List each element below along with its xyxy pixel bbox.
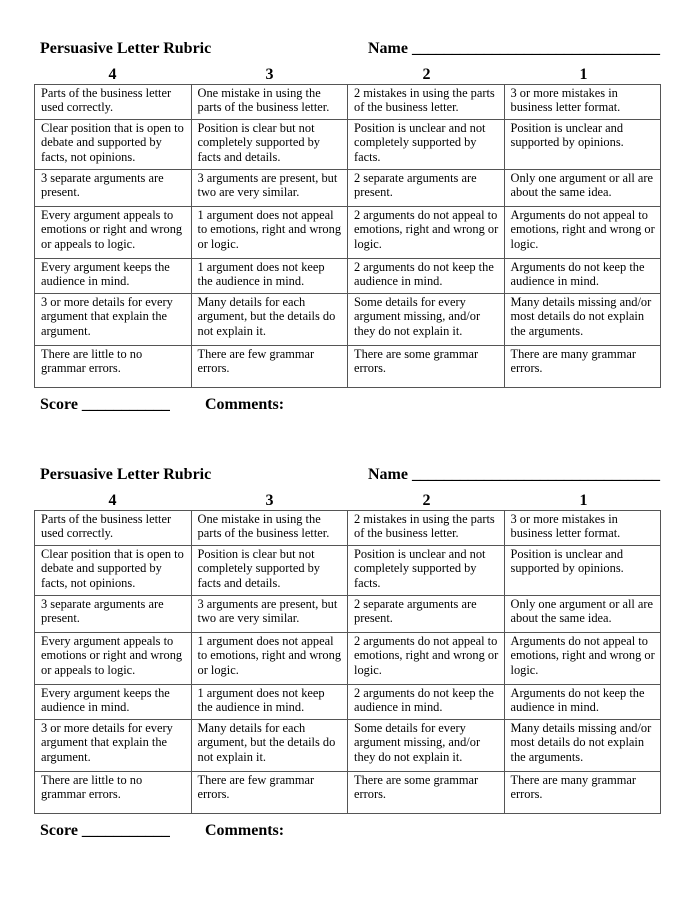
table-cell: 2 separate arguments are present. bbox=[348, 170, 505, 207]
table-cell: There are many grammar errors. bbox=[504, 771, 661, 813]
table-cell: 1 argument does not appeal to emotions, right and wrong or logic. bbox=[191, 207, 348, 259]
rubric-title: Persuasive Letter Rubric bbox=[40, 466, 212, 483]
table-row bbox=[35, 170, 661, 207]
table-cell: Every argument keeps the audience in mind. bbox=[35, 685, 192, 720]
name-field: Name _______________________________ bbox=[368, 466, 660, 483]
header-4: 4 bbox=[108, 492, 117, 509]
table-cell: 1 argument does not keep the audience in mind. bbox=[191, 685, 348, 720]
table-cell: Clear position that is open to debate and supported by facts, not opinions. bbox=[35, 120, 192, 170]
title-row bbox=[40, 466, 660, 488]
table-cell: 2 mistakes in using the parts of the business letter. bbox=[348, 85, 505, 120]
score-field: Score ___________ bbox=[40, 396, 170, 413]
table-cell: There are little to no grammar errors. bbox=[35, 345, 192, 387]
table-cell: Every argument keeps the audience in mind. bbox=[35, 259, 192, 294]
table-cell: Position is unclear and supported by opinions. bbox=[504, 120, 661, 170]
table-cell: Position is unclear and not completely supported by facts. bbox=[348, 546, 505, 596]
table-cell: Every argument appeals to emotions or right and wrong or appeals to logic. bbox=[35, 633, 192, 685]
table-cell: Many details missing and/or most details do not explain the arguments. bbox=[504, 293, 661, 345]
score-headers bbox=[34, 66, 662, 84]
table-row bbox=[35, 546, 661, 596]
header-4: 4 bbox=[108, 66, 117, 83]
table-cell: Some details for every argument missing, and/or they do not explain it. bbox=[348, 719, 505, 771]
table-cell: 2 arguments do not keep the audience in mind. bbox=[348, 685, 505, 720]
table-cell: 2 arguments do not keep the audience in mind. bbox=[348, 259, 505, 294]
table-cell: 2 mistakes in using the parts of the business letter. bbox=[348, 511, 505, 546]
table-cell: Only one argument or all are about the same idea. bbox=[504, 170, 661, 207]
header-1: 1 bbox=[579, 492, 588, 509]
table-cell: 3 or more mistakes in business letter format. bbox=[504, 85, 661, 120]
score-row bbox=[40, 822, 440, 842]
table-cell: 3 arguments are present, but two are very similar. bbox=[191, 170, 348, 207]
table-cell: Many details for each argument, but the details do not explain it. bbox=[191, 719, 348, 771]
table-cell: There are few grammar errors. bbox=[191, 345, 348, 387]
header-3: 3 bbox=[265, 492, 274, 509]
score-row bbox=[40, 396, 440, 416]
table-cell: 2 arguments do not appeal to emotions, right and wrong or logic. bbox=[348, 633, 505, 685]
table-cell: 3 or more details for every argument that explain the argument. bbox=[35, 719, 192, 771]
table-row bbox=[35, 207, 661, 259]
title-row bbox=[40, 40, 660, 62]
score-headers bbox=[34, 492, 662, 510]
table-cell: Parts of the business letter used correctly. bbox=[35, 511, 192, 546]
table-cell: Every argument appeals to emotions or right and wrong or appeals to logic. bbox=[35, 207, 192, 259]
table-cell: Arguments do not keep the audience in mind. bbox=[504, 259, 661, 294]
table-row bbox=[35, 685, 661, 720]
table-cell: There are little to no grammar errors. bbox=[35, 771, 192, 813]
comments-label: Comments: bbox=[205, 822, 285, 839]
table-cell: Arguments do not keep the audience in mind. bbox=[504, 685, 661, 720]
table-row bbox=[35, 345, 661, 387]
table-cell: 3 arguments are present, but two are very similar. bbox=[191, 596, 348, 633]
table-cell: Position is clear but not completely supported by facts and details. bbox=[191, 546, 348, 596]
table-cell: Only one argument or all are about the same idea. bbox=[504, 596, 661, 633]
rubric-table bbox=[34, 84, 661, 388]
table-cell: Parts of the business letter used correctly. bbox=[35, 85, 192, 120]
table-cell: Position is clear but not completely supported by facts and details. bbox=[191, 120, 348, 170]
table-cell: There are some grammar errors. bbox=[348, 345, 505, 387]
table-cell: Many details for each argument, but the details do not explain it. bbox=[191, 293, 348, 345]
table-row bbox=[35, 259, 661, 294]
table-cell: Arguments do not appeal to emotions, right and wrong or logic. bbox=[504, 633, 661, 685]
comments-label: Comments: bbox=[205, 396, 285, 413]
table-row bbox=[35, 511, 661, 546]
table-cell: 3 separate arguments are present. bbox=[35, 596, 192, 633]
table-cell: Some details for every argument missing, and/or they do not explain it. bbox=[348, 293, 505, 345]
table-cell: There are many grammar errors. bbox=[504, 345, 661, 387]
table-cell: There are few grammar errors. bbox=[191, 771, 348, 813]
table-cell: Arguments do not appeal to emotions, right and wrong or logic. bbox=[504, 207, 661, 259]
table-cell: One mistake in using the parts of the business letter. bbox=[191, 85, 348, 120]
rubric-title: Persuasive Letter Rubric bbox=[40, 40, 212, 57]
table-row bbox=[35, 633, 661, 685]
table-cell: One mistake in using the parts of the business letter. bbox=[191, 511, 348, 546]
table-row bbox=[35, 120, 661, 170]
name-field: Name _______________________________ bbox=[368, 40, 660, 57]
table-row bbox=[35, 293, 661, 345]
table-row bbox=[35, 771, 661, 813]
table-cell: 1 argument does not keep the audience in mind. bbox=[191, 259, 348, 294]
table-cell: Position is unclear and not completely supported by facts. bbox=[348, 120, 505, 170]
table-cell: 3 or more mistakes in business letter format. bbox=[504, 511, 661, 546]
table-cell: Position is unclear and supported by opinions. bbox=[504, 546, 661, 596]
header-2: 2 bbox=[422, 66, 431, 83]
header-2: 2 bbox=[422, 492, 431, 509]
table-cell: 2 separate arguments are present. bbox=[348, 596, 505, 633]
table-cell: Clear position that is open to debate and supported by facts, not opinions. bbox=[35, 546, 192, 596]
table-cell: 3 separate arguments are present. bbox=[35, 170, 192, 207]
table-row bbox=[35, 596, 661, 633]
table-cell: 3 or more details for every argument that explain the argument. bbox=[35, 293, 192, 345]
table-row bbox=[35, 85, 661, 120]
rubric-table bbox=[34, 510, 661, 814]
header-3: 3 bbox=[265, 66, 274, 83]
table-row bbox=[35, 719, 661, 771]
table-cell: 1 argument does not appeal to emotions, right and wrong or logic. bbox=[191, 633, 348, 685]
table-cell: There are some grammar errors. bbox=[348, 771, 505, 813]
score-field: Score ___________ bbox=[40, 822, 170, 839]
header-1: 1 bbox=[579, 66, 588, 83]
table-cell: 2 arguments do not appeal to emotions, right and wrong or logic. bbox=[348, 207, 505, 259]
table-cell: Many details missing and/or most details do not explain the arguments. bbox=[504, 719, 661, 771]
